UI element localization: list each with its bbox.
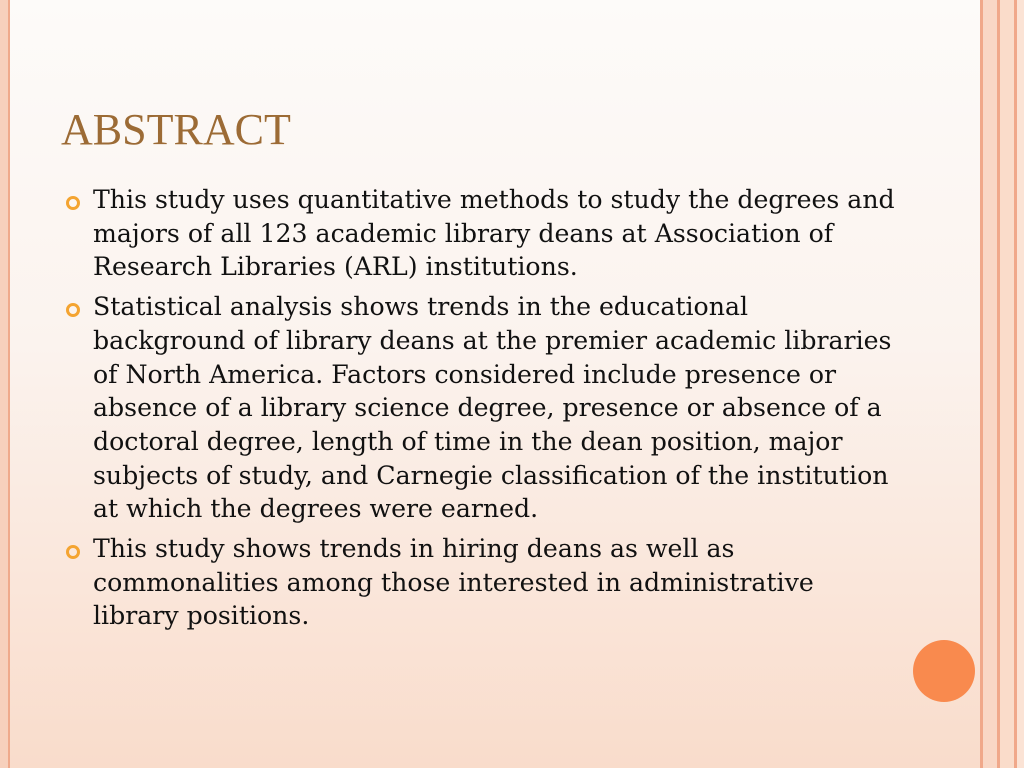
- bullet-item: [66, 183, 896, 284]
- bullet-icon: [66, 303, 80, 317]
- bullet-text: This study shows trends in hiring deans as well as commonalities among those interested in administrative library positions.: [93, 534, 814, 631]
- left-border-decoration: [0, 0, 10, 768]
- bullet-icon: [66, 196, 80, 210]
- bullet-list: [66, 183, 896, 639]
- bullet-icon: [66, 545, 80, 559]
- bullet-item: [66, 290, 896, 526]
- slide-title: ABSTRACT: [61, 105, 291, 154]
- bullet-item: [66, 532, 896, 633]
- bullet-text: This study uses quantitative methods to study the degrees and majors of all 123 academic library deans at Association of Research Libraries (ARL) institutions.: [93, 185, 895, 282]
- bullet-text: Statistical analysis shows trends in the educational background of library deans at the premier academic libraries of North America. Factors considered include presence or absence of a library science degree, presence or absence of a doctoral degree, length of time in the dean position, major subjects of study, and Carnegie classification of the institution at which the degrees were earned.: [93, 292, 892, 524]
- right-stripe-decoration: [980, 0, 1024, 768]
- orange-circle-decoration: [913, 640, 975, 702]
